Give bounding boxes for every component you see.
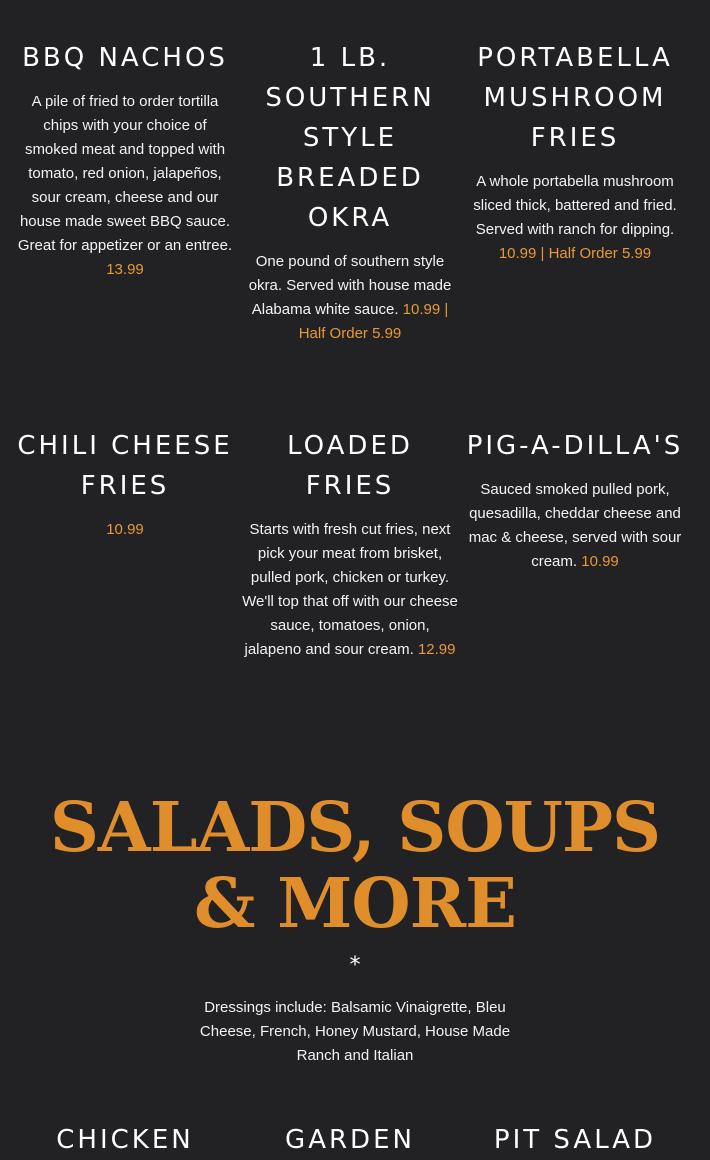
description-text: Sauced smoked pulled pork, quesadilla, cheddar cheese and mac & cheese, served with sour cream. (468, 481, 682, 570)
item-price: 10.99 (581, 553, 619, 570)
menu-item-chili-cheese-fries (15, 426, 235, 542)
description-text: A whole portabella mushroom sliced thick, battered and fried. Served with ranch for dipping. (473, 173, 677, 238)
item-price: 10.99 (106, 521, 144, 538)
asterisk-divider: * (349, 953, 361, 978)
menu-item-bbq-nachos (15, 38, 235, 282)
item-description (465, 170, 685, 266)
section-heading-line2: & MORE (194, 864, 516, 944)
item-description (15, 90, 235, 282)
item-title: CHICKEN (56, 1125, 194, 1155)
item-description (240, 250, 460, 346)
menu-item-pig-a-dillas (465, 426, 685, 574)
item-price: 10.99 | Half Order 5.99 (298, 301, 449, 342)
description-text: Starts with fresh cut fries, next pick your meat from brisket, pulled pork, chicken or turkey. We'll top that off with our cheese sauce, tomatoes, onion, jalapeno and sour cream. (242, 521, 458, 658)
menu-item-chicken (15, 1120, 235, 1160)
menu-item-portabella-fries (465, 38, 685, 266)
item-description (15, 518, 235, 542)
item-title: BBQ NACHOS (22, 43, 228, 73)
item-title: PIT SALAD (493, 1125, 657, 1155)
item-title: 1 LB. SOUTHERN STYLE BREADED OKRA (265, 43, 435, 233)
menu-item-garden (240, 1120, 460, 1160)
item-title: LOADED FRIES (287, 431, 413, 501)
item-price: 13.99 (106, 261, 144, 278)
item-description (240, 518, 460, 662)
menu-item-okra (240, 38, 460, 346)
item-price: 10.99 | Half Order 5.99 (498, 245, 652, 262)
menu-item-pit-salad (465, 1120, 685, 1160)
item-title: PORTABELLA MUSHROOM FRIES (477, 43, 673, 153)
item-title: PIG-A-DILLA'S (466, 431, 684, 461)
section-heading (0, 790, 710, 942)
description-text: A pile of fried to order tortilla chips with your choice of smoked meat and topped with tomato, red onion, jalapeños, sour cream, cheese and our house made sweet BBQ sauce. Great for appetizer or an entree. (17, 93, 233, 254)
item-price: 12.99 (417, 641, 456, 658)
description-text: One pound of southern style okra. Served with house made Alabama white sauce. (248, 253, 452, 318)
item-title: GARDEN (285, 1125, 415, 1155)
menu-item-loaded-fries (240, 426, 460, 662)
dressings-note: Dressings include: Balsamic Vinaigrette, Bleu Cheese, French, Honey Mustard, House Made Ranch and Italian (199, 999, 511, 1064)
item-description (465, 478, 685, 574)
section-heading-line1: SALADS, SOUPS (49, 788, 661, 868)
item-title: CHILI CHEESE FRIES (17, 431, 233, 501)
